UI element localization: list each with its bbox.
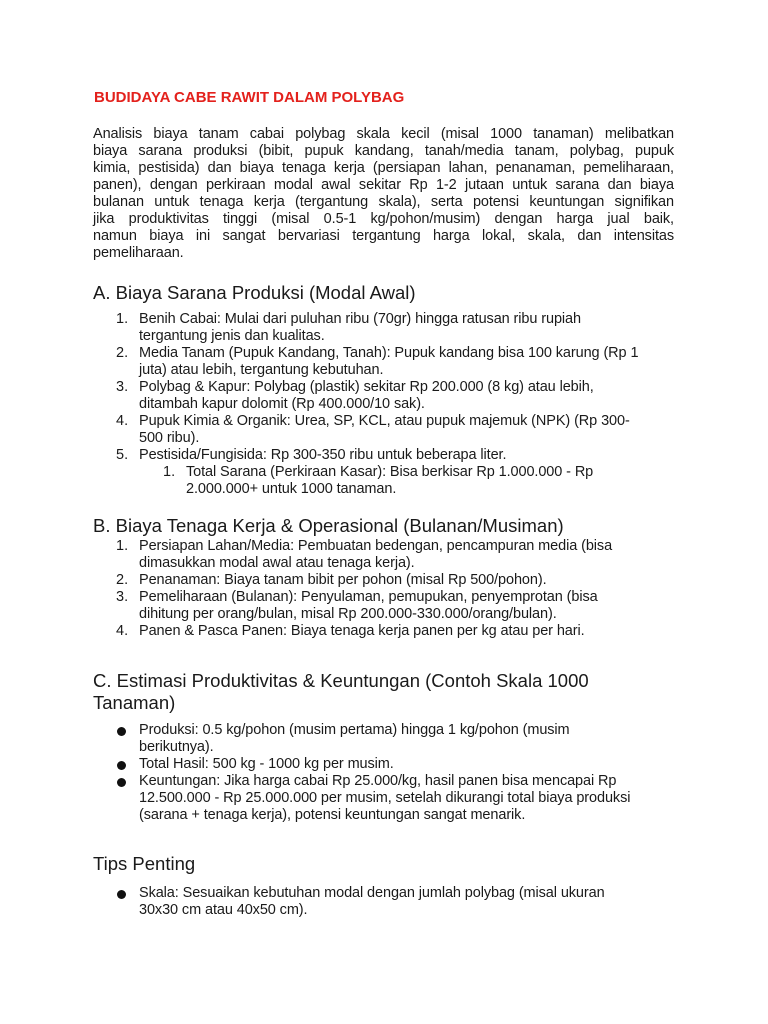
intro-line: biaya sarana produksi (bibit, pupuk kandang, tanah/media tanam, polybag, pupuk bbox=[93, 143, 674, 159]
intro-line: namun biaya ini sangat bervariasi tergantung harga lokal, skala, dan intensitas bbox=[93, 228, 674, 244]
section-b-heading: B. Biaya Tenaga Kerja & Operasional (Bulanan/Musiman) bbox=[93, 515, 564, 536]
list-item-line: dihitung per orang/bulan, misal Rp 200.000-330.000/orang/bulan). bbox=[139, 606, 557, 622]
list-item-line: Penanaman: Biaya tanam bibit per pohon (misal Rp 500/pohon). bbox=[139, 572, 547, 588]
intro-line: panen), dengan perkiraan modal awal sekitar Rp 1-2 jutaan untuk sarana dan biaya bbox=[93, 177, 674, 193]
list-number: 3. bbox=[116, 589, 129, 605]
bullet-icon bbox=[117, 761, 126, 770]
sublist-item-line: Total Sarana (Perkiraan Kasar): Bisa berkisar Rp 1.000.000 - Rp bbox=[186, 464, 594, 480]
list-item-line: Polybag & Kapur: Polybag (plastik) sekitar Rp 200.000 (8 kg) atau lebih, bbox=[139, 379, 594, 395]
sublist-number: 1. bbox=[163, 464, 176, 480]
list-number: 2. bbox=[116, 572, 129, 588]
list-item-line: dimasukkan modal awal atau tenaga kerja). bbox=[139, 555, 415, 571]
list-number: 4. bbox=[116, 623, 129, 639]
document-title: BUDIDAYA CABE RAWIT DALAM POLYBAG bbox=[94, 89, 405, 106]
tips-heading: Tips Penting bbox=[93, 853, 196, 874]
sublist-item-line: 2.000.000+ untuk 1000 tanaman. bbox=[186, 481, 397, 497]
intro-line: Analisis biaya tanam cabai polybag skala kecil (misal 1000 tanaman) melibatkan bbox=[93, 126, 674, 142]
list-item-line: Media Tanam (Pupuk Kandang, Tanah): Pupuk kandang bisa 100 karung (Rp 1 bbox=[139, 345, 639, 361]
list-item-line: Produksi: 0.5 kg/pohon (musim pertama) hingga 1 kg/pohon (musim bbox=[139, 722, 570, 738]
list-number: 3. bbox=[116, 379, 129, 395]
list-item-line: Pestisida/Fungisida: Rp 300-350 ribu untuk beberapa liter. bbox=[139, 447, 507, 463]
list-number: 2. bbox=[116, 345, 129, 361]
section-c-heading: C. Estimasi Produktivitas & Keuntungan (Contoh Skala 1000 bbox=[93, 670, 589, 691]
list-item-line: (sarana + tenaga kerja), potensi keuntungan sangat menarik. bbox=[139, 807, 526, 823]
list-item-line: ditambah kapur dolomit (Rp 400.000/10 sak). bbox=[139, 396, 425, 412]
list-item-line: Pemeliharaan (Bulanan): Penyulaman, pemupukan, penyemprotan (bisa bbox=[139, 589, 598, 605]
list-item-line: tergantung jenis dan kualitas. bbox=[139, 328, 325, 344]
intro-line: jika produktivitas tinggi (misal 0.5-1 kg/pohon/musim) dengan harga jual baik, bbox=[93, 211, 674, 227]
bullet-icon bbox=[117, 778, 126, 787]
list-item-line: 500 ribu). bbox=[139, 430, 200, 446]
list-item-line: Benih Cabai: Mulai dari puluhan ribu (70gr) hingga ratusan ribu rupiah bbox=[139, 311, 581, 327]
list-number: 1. bbox=[116, 311, 129, 327]
list-number: 4. bbox=[116, 413, 129, 429]
section-a-heading: A. Biaya Sarana Produksi (Modal Awal) bbox=[93, 282, 416, 303]
list-item-line: Panen & Pasca Panen: Biaya tenaga kerja panen per kg atau per hari. bbox=[139, 623, 585, 639]
bullet-icon bbox=[117, 890, 126, 899]
list-item-line: Pupuk Kimia & Organik: Urea, SP, KCL, atau pupuk majemuk (NPK) (Rp 300- bbox=[139, 413, 630, 429]
list-item-line: 30x30 cm atau 40x50 cm). bbox=[139, 902, 308, 918]
section-c-heading-cont: Tanaman) bbox=[93, 692, 176, 713]
list-item-line: Skala: Sesuaikan kebutuhan modal dengan jumlah polybag (misal ukuran bbox=[139, 885, 605, 901]
intro-line: bulanan untuk tenaga kerja (tergantung skala), serta potensi keuntungan signifikan bbox=[93, 194, 674, 210]
list-item-line: Total Hasil: 500 kg - 1000 kg per musim. bbox=[139, 756, 394, 772]
intro-line: pemeliharaan. bbox=[93, 245, 184, 261]
list-item-line: Keuntungan: Jika harga cabai Rp 25.000/kg, hasil panen bisa mencapai Rp bbox=[139, 773, 617, 789]
list-number: 5. bbox=[116, 447, 129, 463]
list-item-line: Persiapan Lahan/Media: Pembuatan bedengan, pencampuran media (bisa bbox=[139, 538, 613, 554]
list-item-line: berikutnya). bbox=[139, 739, 214, 755]
list-number: 1. bbox=[116, 538, 129, 554]
bullet-icon bbox=[117, 727, 126, 736]
list-item-line: 12.500.000 - Rp 25.000.000 per musim, setelah dikurangi total biaya produksi bbox=[139, 790, 631, 806]
list-item-line: juta) atau lebih, tergantung kebutuhan. bbox=[139, 362, 384, 378]
intro-line: kimia, pestisida) dan biaya tenaga kerja (persiapan lahan, penanaman, pemeliharaan, bbox=[93, 160, 674, 176]
